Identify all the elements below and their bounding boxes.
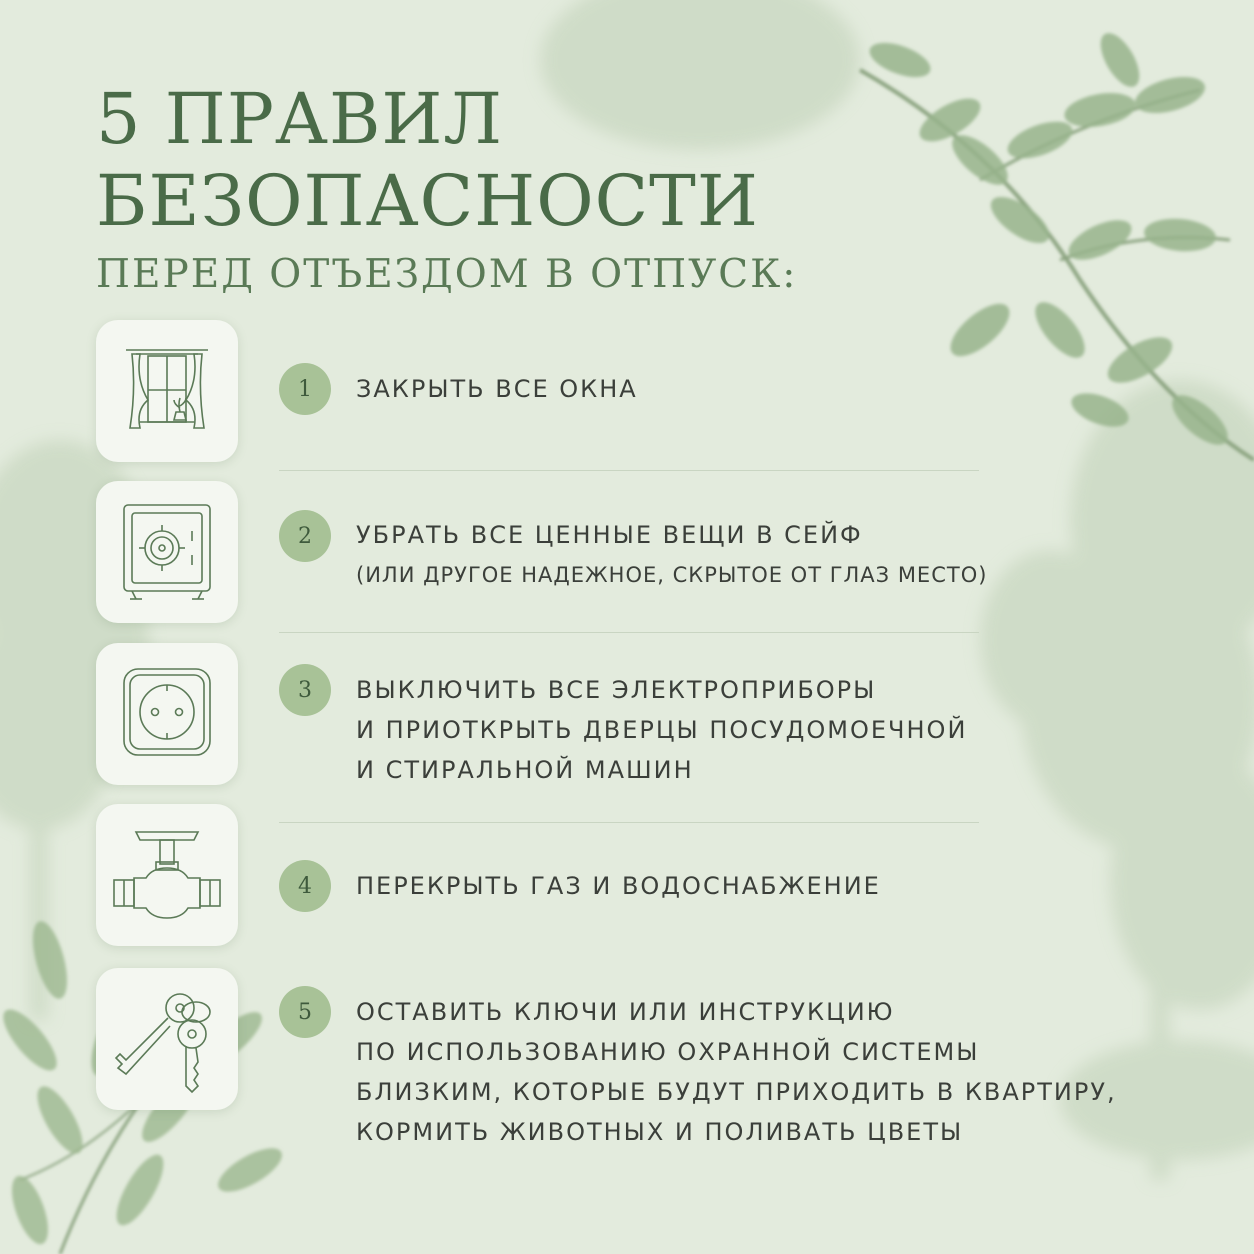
rule-text: [356, 369, 1156, 409]
page-subtitle: ПЕРЕД ОТЪЕЗДОМ В ОТПУСК:: [96, 252, 798, 297]
rule-line: ПЕРЕКРЫТЬ ГАЗ И ВОДОСНАБЖЕНИЕ: [356, 872, 881, 900]
rule-text: [356, 866, 1156, 906]
rule-number-badge: 2: [279, 510, 331, 562]
divider: [279, 822, 979, 823]
rule-line: И ПРИОТКРЫТЬ ДВЕРЦЫ ПОСУДОМОЕЧНОЙ: [356, 716, 968, 744]
page-title-line1: 5 ПРАВИЛ: [96, 78, 503, 160]
rule-number-badge: 4: [279, 860, 331, 912]
rule-line: ОСТАВИТЬ КЛЮЧИ ИЛИ ИНСТРУКЦИЮ: [356, 998, 895, 1026]
rule-text: [356, 992, 1156, 1152]
rule-line: КОРМИТЬ ЖИВОТНЫХ И ПОЛИВАТЬ ЦВЕТЫ: [356, 1118, 964, 1146]
rule-note: (ИЛИ ДРУГОЕ НАДЕЖНОЕ, СКРЫТОЕ ОТ ГЛАЗ МЕСТО): [356, 563, 988, 587]
rule-line: И СТИРАЛЬНОЙ МАШИН: [356, 756, 694, 784]
divider: [279, 470, 979, 471]
rule-number-badge: 5: [279, 986, 331, 1038]
rule-text: [356, 515, 1156, 595]
valve-icon: [96, 804, 238, 946]
page-title: [96, 78, 759, 242]
rule-line: УБРАТЬ ВСЕ ЦЕННЫЕ ВЕЩИ В СЕЙФ: [356, 521, 863, 549]
divider: [279, 632, 979, 633]
rule-number-badge: 1: [279, 363, 331, 415]
window-curtains-icon: [96, 320, 238, 462]
rule-number-badge: 3: [279, 664, 331, 716]
rule-text: [356, 670, 1156, 790]
rule-line: БЛИЗКИМ, КОТОРЫЕ БУДУТ ПРИХОДИТЬ В КВАРТИРУ,: [356, 1078, 1117, 1106]
safe-icon: [96, 481, 238, 623]
rule-line: ЗАКРЫТЬ ВСЕ ОКНА: [356, 375, 638, 403]
rule-line: ВЫКЛЮЧИТЬ ВСЕ ЭЛЕКТРОПРИБОРЫ: [356, 676, 877, 704]
page-title-line2: БЕЗОПАСНОСТИ: [96, 160, 759, 242]
power-socket-icon: [96, 643, 238, 785]
rule-line: ПО ИСПОЛЬЗОВАНИЮ ОХРАННОЙ СИСТЕМЫ: [356, 1038, 980, 1066]
keys-icon: [96, 968, 238, 1110]
